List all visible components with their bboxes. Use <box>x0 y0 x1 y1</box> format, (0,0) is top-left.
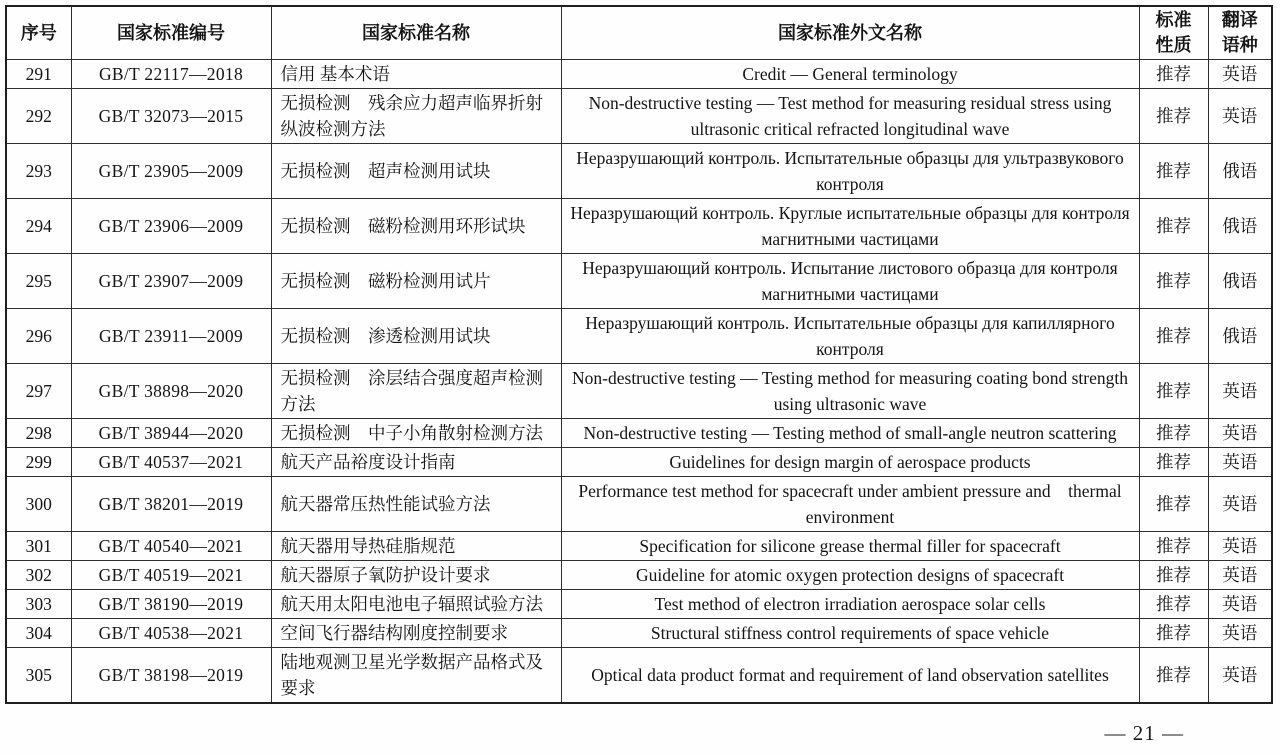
cell-code: GB/T 40519—2021 <box>71 561 271 590</box>
col-header-code: 国家标准编号 <box>71 6 271 60</box>
cell-name-foreign: Guideline for atomic oxygen protection designs of spacecraft <box>561 561 1139 590</box>
cell-code: GB/T 23911—2009 <box>71 309 271 364</box>
cell-index: 303 <box>6 590 71 619</box>
cell-code: GB/T 38944—2020 <box>71 419 271 448</box>
col-header-nature-line2: 性质 <box>1155 35 1192 55</box>
cell-index: 292 <box>6 89 71 144</box>
cell-name-foreign: Non-destructive testing — Test method for measuring residual stress using ultrasonic critical refracted longitudinal wave <box>561 89 1139 144</box>
cell-name-cn: 无损检测 磁粉检测用环形试块 <box>271 199 561 254</box>
cell-code: GB/T 32073—2015 <box>71 89 271 144</box>
cell-language: 英语 <box>1208 419 1272 448</box>
cell-language: 英语 <box>1208 648 1272 704</box>
cell-name-foreign: Неразрушающий контроль. Испытание листового образца для контроля магнитными частицами <box>561 254 1139 309</box>
col-header-name-foreign: 国家标准外文名称 <box>561 6 1139 60</box>
cell-language: 英语 <box>1208 89 1272 144</box>
cell-code: GB/T 38201—2019 <box>71 477 271 532</box>
cell-index: 300 <box>6 477 71 532</box>
cell-nature: 推荐 <box>1139 89 1208 144</box>
cell-index: 295 <box>6 254 71 309</box>
cell-language: 英语 <box>1208 448 1272 477</box>
cell-index: 302 <box>6 561 71 590</box>
cell-index: 299 <box>6 448 71 477</box>
col-header-nature <box>1139 6 1208 60</box>
cell-code: GB/T 22117—2018 <box>71 60 271 89</box>
cell-nature: 推荐 <box>1139 199 1208 254</box>
cell-name-cn: 航天产品裕度设计指南 <box>271 448 561 477</box>
cell-code: GB/T 23906—2009 <box>71 199 271 254</box>
cell-language: 俄语 <box>1208 309 1272 364</box>
cell-nature: 推荐 <box>1139 561 1208 590</box>
table-row <box>6 532 1272 561</box>
cell-nature: 推荐 <box>1139 448 1208 477</box>
cell-name-foreign: Credit — General terminology <box>561 60 1139 89</box>
cell-code: GB/T 23905—2009 <box>71 144 271 199</box>
cell-nature: 推荐 <box>1139 532 1208 561</box>
cell-name-cn: 航天器常压热性能试验方法 <box>271 477 561 532</box>
col-header-name-cn: 国家标准名称 <box>271 6 561 60</box>
cell-nature: 推荐 <box>1139 590 1208 619</box>
cell-name-foreign: Non-destructive testing — Testing method of small-angle neutron scattering <box>561 419 1139 448</box>
cell-name-foreign: Неразрушающий контроль. Испытательные образцы для ультразвукового контроля <box>561 144 1139 199</box>
cell-index: 301 <box>6 532 71 561</box>
cell-name-foreign: Optical data product format and requirement of land observation satellites <box>561 648 1139 704</box>
cell-code: GB/T 40538—2021 <box>71 619 271 648</box>
cell-name-foreign: Structural stiffness control requirements of space vehicle <box>561 619 1139 648</box>
table-row <box>6 477 1272 532</box>
table-row <box>6 419 1272 448</box>
cell-index: 291 <box>6 60 71 89</box>
cell-name-cn: 无损检测 超声检测用试块 <box>271 144 561 199</box>
cell-name-foreign: Performance test method for spacecraft under ambient pressure and thermal environment <box>561 477 1139 532</box>
cell-nature: 推荐 <box>1139 619 1208 648</box>
table-row <box>6 144 1272 199</box>
table-row <box>6 648 1272 704</box>
cell-nature: 推荐 <box>1139 60 1208 89</box>
cell-language: 英语 <box>1208 590 1272 619</box>
page-number: — 21 — <box>1104 721 1184 745</box>
cell-language: 英语 <box>1208 532 1272 561</box>
cell-code: GB/T 38190—2019 <box>71 590 271 619</box>
table-header-row <box>6 6 1272 60</box>
col-header-language-line2: 语种 <box>1221 35 1258 55</box>
cell-nature: 推荐 <box>1139 364 1208 419</box>
col-header-nature-line1: 标准 <box>1155 10 1192 30</box>
col-header-language-line1: 翻译 <box>1221 10 1258 30</box>
cell-name-cn: 航天器原子氧防护设计要求 <box>271 561 561 590</box>
standards-table <box>5 5 1273 704</box>
table-row <box>6 60 1272 89</box>
cell-code: GB/T 23907—2009 <box>71 254 271 309</box>
cell-name-cn: 航天用太阳电池电子辐照试验方法 <box>271 590 561 619</box>
cell-name-cn: 航天器用导热硅脂规范 <box>271 532 561 561</box>
cell-language: 俄语 <box>1208 199 1272 254</box>
cell-name-cn: 信用 基本术语 <box>271 60 561 89</box>
cell-index: 304 <box>6 619 71 648</box>
cell-nature: 推荐 <box>1139 419 1208 448</box>
cell-language: 俄语 <box>1208 254 1272 309</box>
table-row <box>6 309 1272 364</box>
cell-nature: 推荐 <box>1139 144 1208 199</box>
table-row <box>6 199 1272 254</box>
col-header-index: 序号 <box>6 6 71 60</box>
cell-index: 293 <box>6 144 71 199</box>
cell-name-foreign: Non-destructive testing — Testing method for measuring coating bond strength using ultrasonic wave <box>561 364 1139 419</box>
cell-index: 297 <box>6 364 71 419</box>
table-row <box>6 254 1272 309</box>
cell-name-cn: 无损检测 渗透检测用试块 <box>271 309 561 364</box>
cell-name-foreign: Guidelines for design margin of aerospace products <box>561 448 1139 477</box>
cell-name-cn: 陆地观测卫星光学数据产品格式及要求 <box>271 648 561 704</box>
cell-code: GB/T 40537—2021 <box>71 448 271 477</box>
cell-nature: 推荐 <box>1139 309 1208 364</box>
cell-index: 298 <box>6 419 71 448</box>
cell-name-cn: 无损检测 中子小角散射检测方法 <box>271 419 561 448</box>
table-row <box>6 619 1272 648</box>
cell-name-cn: 无损检测 磁粉检测用试片 <box>271 254 561 309</box>
table-row <box>6 364 1272 419</box>
cell-code: GB/T 40540—2021 <box>71 532 271 561</box>
col-header-language <box>1208 6 1272 60</box>
cell-nature: 推荐 <box>1139 254 1208 309</box>
cell-language: 英语 <box>1208 364 1272 419</box>
cell-code: GB/T 38898—2020 <box>71 364 271 419</box>
table-row <box>6 590 1272 619</box>
cell-nature: 推荐 <box>1139 477 1208 532</box>
cell-language: 英语 <box>1208 477 1272 532</box>
cell-name-foreign: Specification for silicone grease thermal filler for spacecraft <box>561 532 1139 561</box>
cell-name-cn: 无损检测 涂层结合强度超声检测方法 <box>271 364 561 419</box>
cell-language: 英语 <box>1208 561 1272 590</box>
table-row <box>6 448 1272 477</box>
cell-name-foreign: Test method of electron irradiation aerospace solar cells <box>561 590 1139 619</box>
cell-name-cn: 无损检测 残余应力超声临界折射纵波检测方法 <box>271 89 561 144</box>
cell-nature: 推荐 <box>1139 648 1208 704</box>
cell-name-cn: 空间飞行器结构刚度控制要求 <box>271 619 561 648</box>
cell-code: GB/T 38198—2019 <box>71 648 271 704</box>
cell-name-foreign: Неразрушающий контроль. Испытательные образцы для капиллярного контроля <box>561 309 1139 364</box>
cell-index: 294 <box>6 199 71 254</box>
table-row <box>6 89 1272 144</box>
cell-name-foreign: Неразрушающий контроль. Круглые испытательные образцы для контроля магнитными частицами <box>561 199 1139 254</box>
table-row <box>6 561 1272 590</box>
cell-index: 296 <box>6 309 71 364</box>
cell-language: 俄语 <box>1208 144 1272 199</box>
cell-language: 英语 <box>1208 619 1272 648</box>
cell-index: 305 <box>6 648 71 704</box>
cell-language: 英语 <box>1208 60 1272 89</box>
